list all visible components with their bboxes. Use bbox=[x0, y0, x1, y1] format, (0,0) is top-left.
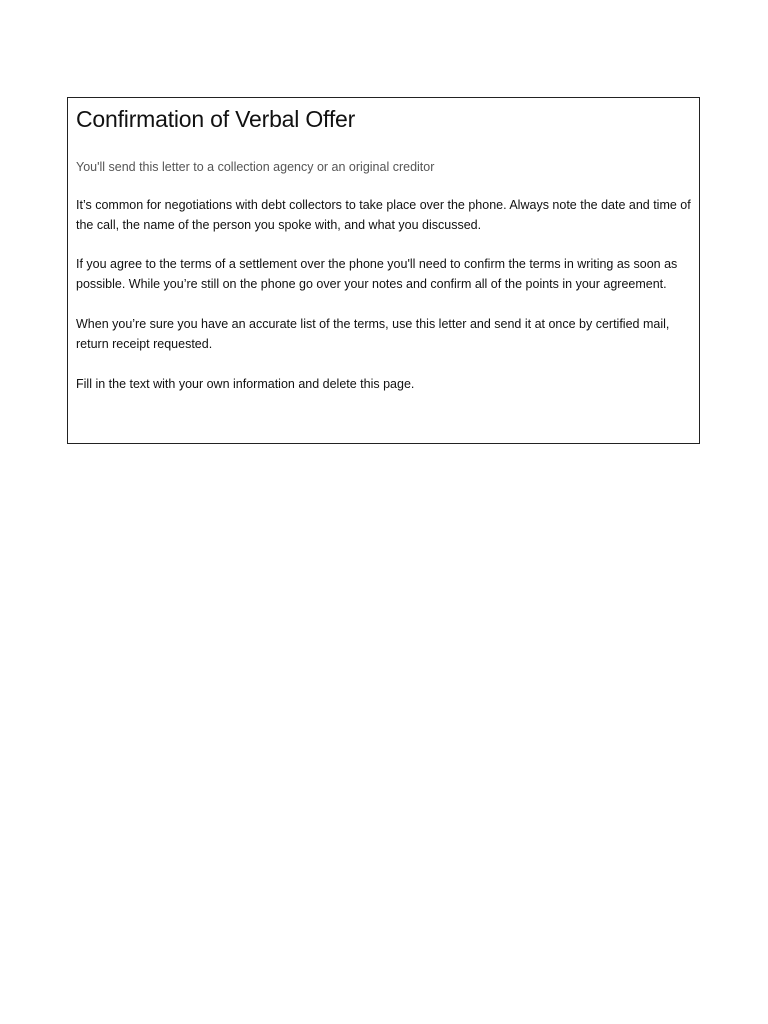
document-title: Confirmation of Verbal Offer bbox=[76, 106, 356, 132]
document-subtitle: You'll send this letter to a collection agency or an original creditor bbox=[76, 160, 435, 174]
instruction-paragraph: If you agree to the terms of a settlement over the phone you'll need to confirm the terms in writing as soon as possible. While you’re still on the phone go over your notes and confirm all of the points in your agreement. bbox=[76, 257, 678, 291]
instruction-paragraph: It’s common for negotiations with debt collectors to take place over the phone. Always note the date and time of the call, the name of the person you spoke with, and what you discussed. bbox=[76, 198, 691, 232]
instruction-box bbox=[67, 97, 700, 444]
instruction-paragraph: Fill in the text with your own information and delete this page. bbox=[76, 377, 415, 391]
instruction-paragraph: When you’re sure you have an accurate list of the terms, use this letter and send it at once by certified mail, return receipt requested. bbox=[76, 317, 670, 351]
